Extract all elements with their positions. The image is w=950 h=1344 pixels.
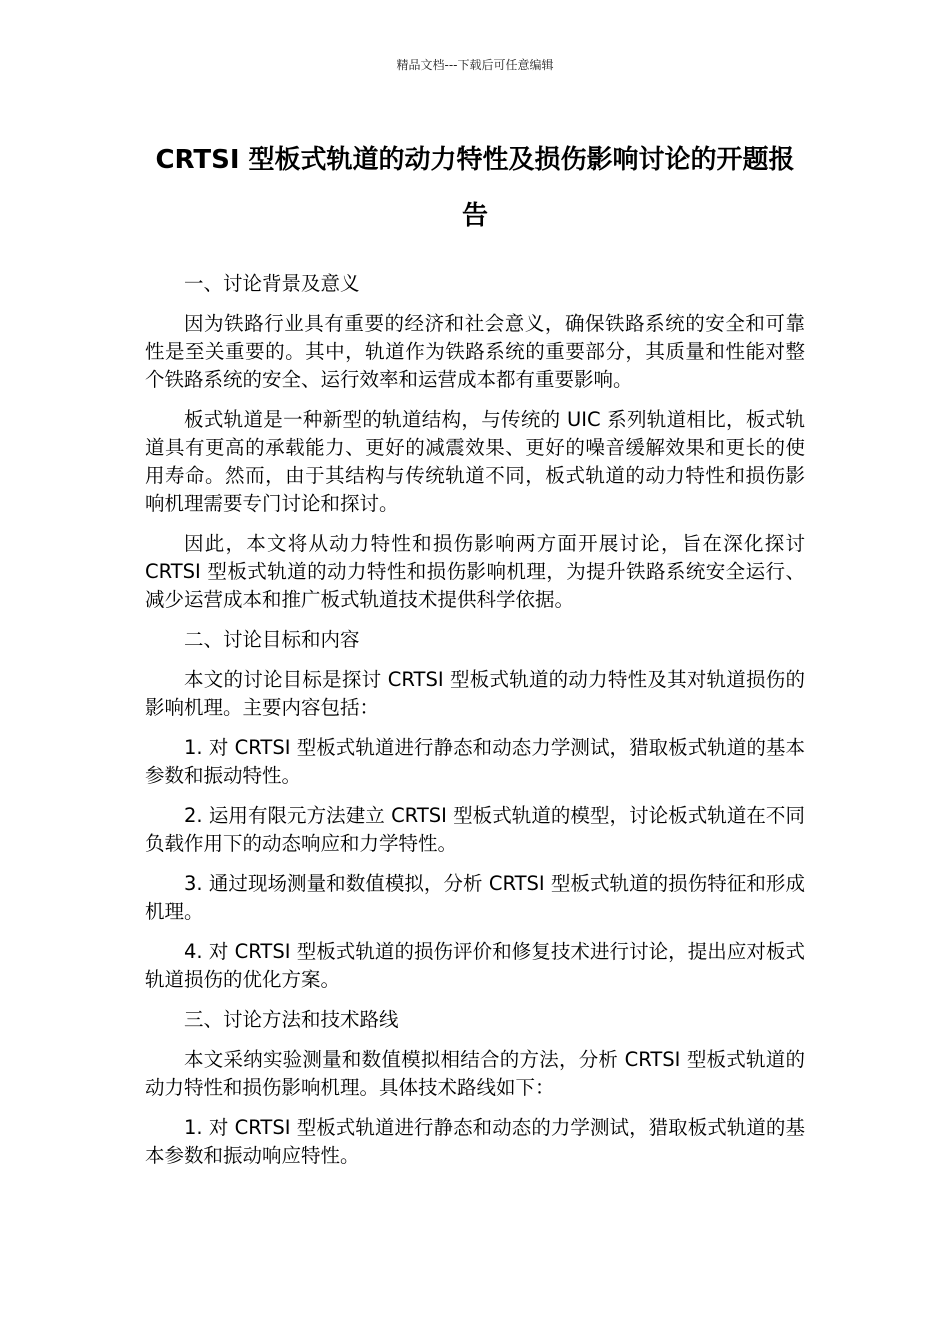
list-item: 2. 运用有限元方法建立 CRTSI 型板式轨道的模型，讨论板式轨道在不同负载作用下的动态响应和力学特性。 [145, 804, 805, 855]
list-item: 1. 对 CRTSI 型板式轨道进行静态和动态的力学测试，猎取板式轨道的基本参数和振动响应特性。 [145, 1116, 805, 1167]
paragraph: 因此，本文将从动力特性和损伤影响两方面开展讨论，旨在深化探讨 CRTSI 型板式轨道的动力特性和损伤影响机理，为提升铁路系统安全运行、减少运营成本和推广板式轨道技术提供科学依据。 [145, 532, 805, 611]
paragraph: 因为铁路行业具有重要的经济和社会意义，确保铁路系统的安全和可靠性是至关重要的。其中，轨道作为铁路系统的重要部分，其质量和性能对整个铁路系统的安全、运行效率和运营成本都有重要影响。 [145, 312, 805, 391]
section-heading-objectives: 二、讨论目标和内容 [184, 628, 360, 651]
section-heading-methods: 三、讨论方法和技术路线 [184, 1008, 399, 1031]
section-heading-background: 一、讨论背景及意义 [184, 272, 360, 295]
paragraph: 板式轨道是一种新型的轨道结构，与传统的 UIC 系列轨道相比，板式轨道具有更高的承载能力、更好的减震效果、更好的噪音缓解效果和更长的使用寿命。然而，由于其结构与传统轨道不同，板式轨道的动力特性和损伤影响机理需要专门讨论和探讨。 [145, 408, 805, 515]
list-item: 4. 对 CRTSI 型板式轨道的损伤评价和修复技术进行讨论，提出应对板式轨道损伤的优化方案。 [145, 940, 805, 991]
list-item: 1. 对 CRTSI 型板式轨道进行静态和动态力学测试，猎取板式轨道的基本参数和振动特性。 [145, 736, 805, 787]
page-header: 精品文档---下载后可任意编辑 [396, 58, 554, 72]
list-item: 3. 通过现场测量和数值模拟，分析 CRTSI 型板式轨道的损伤特征和形成机理。 [145, 872, 805, 923]
document-body [145, 270, 805, 1182]
document-title: CRTSI 型板式轨道的动力特性及损伤影响讨论的开题报告 [155, 145, 795, 231]
paragraph: 本文采纳实验测量和数值模拟相结合的方法，分析 CRTSI 型板式轨道的动力特性和损伤影响机理。具体技术路线如下： [145, 1048, 805, 1099]
paragraph: 本文的讨论目标是探讨 CRTSI 型板式轨道的动力特性及其对轨道损伤的影响机理。主要内容包括： [145, 668, 805, 719]
